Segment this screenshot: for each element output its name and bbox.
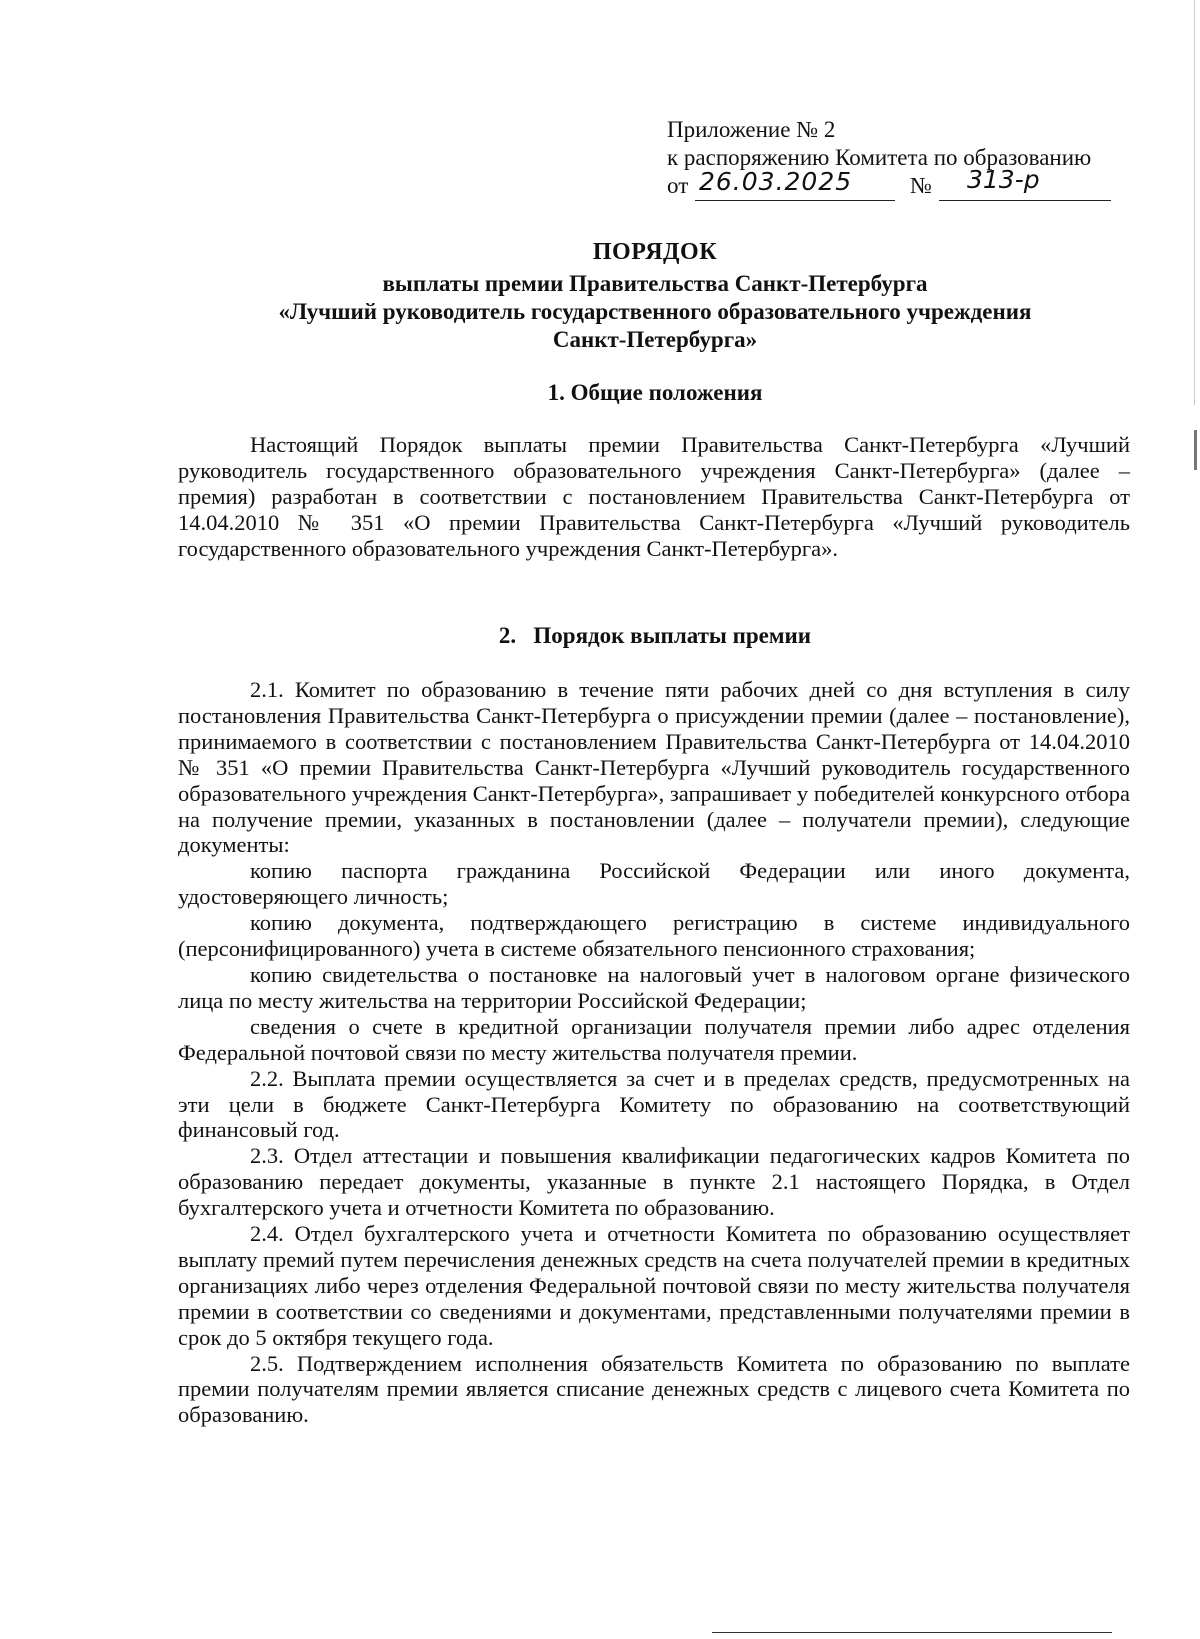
handwritten-date: 26.03.2025 — [699, 167, 853, 196]
order-date-number-line — [667, 165, 1147, 204]
list-item-bank: сведения о счете в кредитной организации получателя премии либо адрес отделения Федеральной почтовой связи по месту жительства получателя премии. — [178, 1013, 1130, 1065]
appendix-header — [667, 116, 1147, 204]
section-2-body — [178, 677, 1130, 1428]
document-title — [180, 238, 1130, 354]
number-underline — [939, 200, 1111, 201]
list-item-pension: копию документа, подтверждающего регистрацию в системе индивидуального (персонифицированного) учета в системе обязательного пенсионного страхования; — [178, 910, 1130, 962]
title-line-2: «Лучший руководитель государственного образовательного учреждения — [278, 299, 1032, 324]
title-heading: ПОРЯДОК — [592, 239, 718, 265]
list-item-passport: копию паспорта гражданина Российской Федерации или иного документа, удостоверяющего личность; — [178, 858, 1130, 910]
appendix-reference: к распоряжению Комитета по образованию — [667, 145, 1092, 170]
paragraph-2-2: 2.2. Выплата премии осуществляется за счет и в пределах средств, предусмотренных на эти цели в бюджете Санкт-Петербурга Комитету по образованию на соответствующий финансовый год. — [178, 1065, 1130, 1143]
from-label: от — [667, 173, 689, 198]
section-1-title: 1. Общие положения — [547, 380, 763, 405]
appendix-number: Приложение № 2 — [667, 117, 836, 142]
bottom-rule — [712, 1632, 1112, 1633]
scan-edge — [1194, 0, 1195, 405]
handwritten-number: 313-р — [967, 165, 1040, 194]
paragraph-2-3: 2.3. Отдел аттестации и повышения квалификации педагогических кадров Комитета по образованию передает документы, указанные в пункте 2.1 настоящего Порядка, в Отдел бухгалтерского учета и отчетности Комитета по образованию. — [178, 1143, 1130, 1221]
title-line-1: выплаты премии Правительства Санкт-Петербурга — [382, 271, 928, 296]
paragraph-2-1: 2.1. Комитет по образованию в течение пяти рабочих дней со дня вступления в силу постановления Правительства Санкт-Петербурга о присуждении премии (далее – постановление), принимаемого в соответствии с постановлением Правительства Санкт-Петербурга от 14.04.2010 № 351 «О премии Правительства Санкт-Петербурга «Лучший руководитель государственного образовательного учреждения Санкт-Петербурга», запрашивает у победителей конкурсного отбора на получение премии, указанных в постановлении (далее – получатели премии), следующие документы: — [178, 677, 1130, 858]
number-label: № — [910, 173, 932, 198]
section-2-title: 2. Порядок выплаты премии — [498, 623, 812, 648]
title-line-3: Санкт-Петербурга» — [552, 327, 758, 352]
scan-edge-mark — [1194, 430, 1197, 470]
paragraph-2-4: 2.4. Отдел бухгалтерского учета и отчетности Комитета по образованию осуществляет выплату премий путем перечисления денежных средств на счета получателей премии в кредитных организациях либо через отделения Федеральной почтовой связи по месту жительства получателя премии в соответствии со сведениями и документами, представленными получателями премии в срок до 5 октября текущего года. — [178, 1221, 1130, 1350]
list-item-tax: копию свидетельства о постановке на налоговый учет в налоговом органе физического лица по месту жительства на территории Российской Федерации; — [178, 961, 1130, 1013]
section-1-paragraph: Настоящий Порядок выплаты премии Правительства Санкт-Петербурга «Лучший руководитель государственного образовательного учреждения Санкт-Петербурга» (далее – премия) разработан в соответствии с постановлением Правительства Санкт-Петербурга от 14.04.2010 № 351 «О премии Правительства Санкт-Петербурга «Лучший руководитель государственного образовательного учреждения Санкт-Петербурга». — [178, 432, 1130, 561]
paragraph-2-5: 2.5. Подтверждением исполнения обязательств Комитета по образованию по выплате премии получателям премии является списание денежных средств с лицевого счета Комитета по образованию. — [178, 1350, 1130, 1428]
section-1-body — [178, 432, 1130, 562]
date-underline — [695, 200, 895, 201]
